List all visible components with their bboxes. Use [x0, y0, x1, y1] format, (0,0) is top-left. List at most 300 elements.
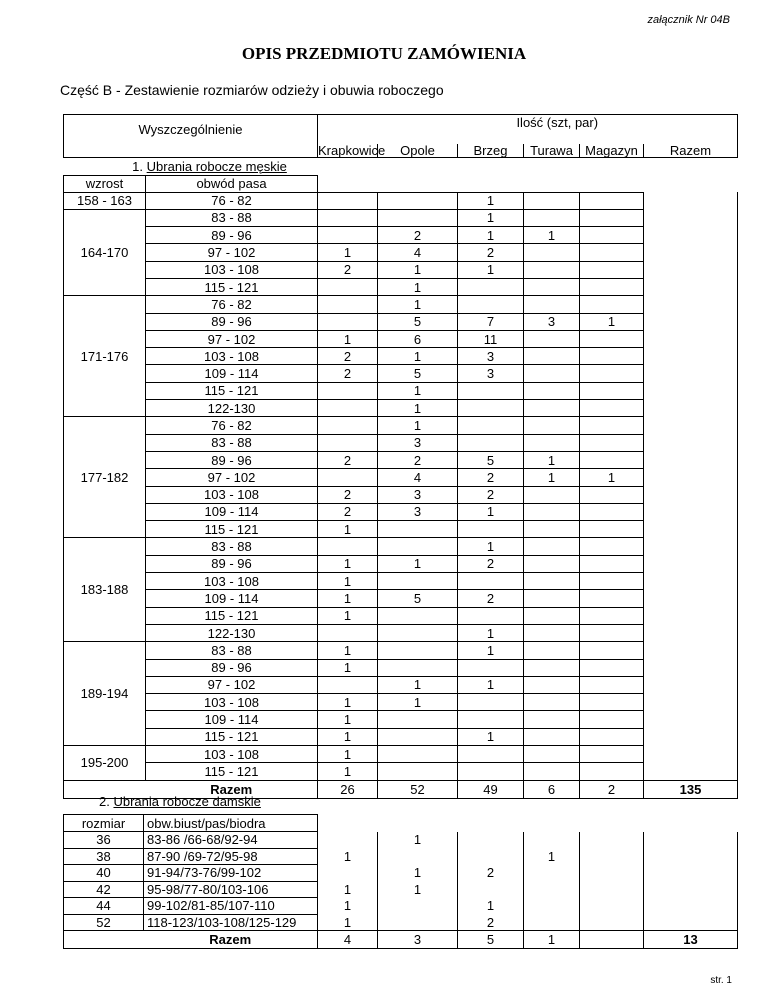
- qty-cell: [458, 296, 524, 313]
- qty-cell: 1: [378, 296, 458, 313]
- qty-cell: [580, 434, 644, 451]
- qty-cell: 2: [458, 555, 524, 572]
- qty-cell: [524, 417, 580, 434]
- waist-size: 76 - 82: [146, 417, 318, 434]
- qty-cell: [580, 573, 644, 590]
- qty-cell: [580, 848, 644, 865]
- qty-cell: 1: [378, 278, 458, 295]
- table-row: [64, 192, 738, 209]
- section2-heading: [99, 794, 261, 809]
- qty-cell: 1: [378, 382, 458, 399]
- column-total: 2: [580, 780, 644, 798]
- size-value: 52: [64, 914, 144, 931]
- qty-cell: [318, 832, 378, 849]
- row-total: [644, 313, 738, 330]
- qty-cell: 1: [458, 192, 524, 209]
- waist-size: 83 - 88: [146, 642, 318, 659]
- qty-cell: [458, 746, 524, 763]
- qty-cell: 1: [524, 451, 580, 468]
- qty-cell: [580, 694, 644, 711]
- qty-cell: [318, 538, 378, 555]
- qty-cell: 1: [458, 209, 524, 226]
- size-value: 38: [64, 848, 144, 865]
- qty-cell: [524, 521, 580, 538]
- body-dims: 91-94/73-76/99-102: [144, 865, 318, 882]
- column-height: wzrost: [64, 175, 146, 192]
- qty-cell: [580, 746, 644, 763]
- qty-cell: [524, 330, 580, 347]
- total-label: Razem: [146, 780, 318, 798]
- size-value: 44: [64, 898, 144, 915]
- table-row: [64, 642, 738, 659]
- qty-cell: 1: [318, 521, 378, 538]
- qty-cell: [580, 832, 644, 849]
- table-row: [64, 746, 738, 763]
- qty-cell: [524, 261, 580, 278]
- table-row: [64, 881, 738, 898]
- qty-cell: [580, 607, 644, 624]
- row-total: [644, 296, 738, 313]
- size-value: 40: [64, 865, 144, 882]
- qty-cell: 1: [318, 573, 378, 590]
- qty-cell: [458, 694, 524, 711]
- column-total: 5: [458, 931, 524, 949]
- qty-cell: 1: [378, 348, 458, 365]
- men-clothing-table: [63, 114, 738, 799]
- column-total: 4: [318, 931, 378, 949]
- qty-cell: [378, 746, 458, 763]
- row-total: [644, 278, 738, 295]
- qty-cell: [458, 573, 524, 590]
- qty-cell: [524, 624, 580, 641]
- qty-cell: 1: [524, 227, 580, 244]
- waist-size: 83 - 88: [146, 209, 318, 226]
- qty-cell: 7: [458, 313, 524, 330]
- qty-cell: [458, 382, 524, 399]
- total-label: Razem: [144, 931, 318, 949]
- qty-cell: [318, 624, 378, 641]
- qty-cell: 2: [458, 244, 524, 261]
- grand-total: 135: [644, 780, 738, 798]
- header-qty: Ilość (szt, par): [378, 115, 738, 144]
- waist-size: 109 - 114: [146, 590, 318, 607]
- qty-cell: [318, 382, 378, 399]
- table-row: [64, 261, 738, 278]
- table-row: [64, 865, 738, 882]
- qty-cell: [580, 261, 644, 278]
- qty-cell: 3: [378, 486, 458, 503]
- qty-cell: [524, 865, 580, 882]
- qty-cell: 2: [378, 451, 458, 468]
- table-row: [64, 694, 738, 711]
- qty-cell: 1: [318, 763, 378, 780]
- qty-cell: [458, 711, 524, 728]
- qty-cell: 2: [318, 261, 378, 278]
- column-total: 49: [458, 780, 524, 798]
- column-total: 52: [378, 780, 458, 798]
- body-dims: 99-102/81-85/107-110: [144, 898, 318, 915]
- size-value: 36: [64, 832, 144, 849]
- qty-cell: [580, 417, 644, 434]
- qty-cell: 1: [318, 607, 378, 624]
- qty-cell: [318, 469, 378, 486]
- qty-cell: [524, 832, 580, 849]
- height-range: 189-194: [64, 642, 146, 746]
- waist-size: 89 - 96: [146, 313, 318, 330]
- table-row: [64, 296, 738, 313]
- qty-cell: 3: [458, 348, 524, 365]
- qty-cell: 1: [318, 881, 378, 898]
- qty-cell: 3: [378, 503, 458, 520]
- table-row: [64, 832, 738, 849]
- qty-cell: [318, 278, 378, 295]
- qty-cell: 1: [318, 694, 378, 711]
- row-total: [644, 400, 738, 417]
- document-subtitle: Część B - Zestawienie rozmiarów odzieży i obuwia roboczego: [60, 82, 444, 98]
- qty-cell: 1: [318, 898, 378, 915]
- header-total: Razem: [644, 144, 738, 158]
- qty-cell: [318, 313, 378, 330]
- waist-size: 122-130: [146, 400, 318, 417]
- qty-cell: [378, 624, 458, 641]
- qty-cell: 1: [458, 642, 524, 659]
- qty-cell: [378, 573, 458, 590]
- qty-cell: [580, 192, 644, 209]
- qty-cell: [524, 607, 580, 624]
- qty-cell: [580, 451, 644, 468]
- qty-cell: 2: [458, 590, 524, 607]
- qty-cell: [580, 330, 644, 347]
- waist-size: 76 - 82: [146, 192, 318, 209]
- column-total: 26: [318, 780, 378, 798]
- qty-cell: 1: [580, 313, 644, 330]
- column-size: rozmiar: [64, 815, 144, 832]
- table-row: [64, 313, 738, 330]
- qty-cell: [318, 400, 378, 417]
- qty-cell: 1: [458, 728, 524, 745]
- height-range: 158 - 163: [64, 192, 146, 209]
- qty-cell: 3: [458, 365, 524, 382]
- qty-cell: [378, 521, 458, 538]
- row-total: [644, 763, 738, 780]
- table-row: [64, 434, 738, 451]
- row-total: [644, 227, 738, 244]
- qty-cell: [318, 434, 378, 451]
- row-total: [644, 330, 738, 347]
- table-row: [64, 521, 738, 538]
- table-row: [64, 711, 738, 728]
- column-dims: obw.biust/pas/biodra: [144, 815, 318, 832]
- qty-cell: 1: [458, 624, 524, 641]
- body-dims: 83-86 /66-68/92-94: [144, 832, 318, 849]
- row-total: [644, 881, 738, 898]
- total-spacer: [64, 931, 144, 949]
- row-total: [644, 503, 738, 520]
- height-range: 183-188: [64, 538, 146, 642]
- waist-size: 115 - 121: [146, 382, 318, 399]
- waist-size: 103 - 108: [146, 486, 318, 503]
- header-turawa: Turawa: [524, 144, 580, 158]
- qty-cell: [580, 382, 644, 399]
- qty-cell: [378, 898, 458, 915]
- row-total: [644, 382, 738, 399]
- qty-cell: 2: [318, 365, 378, 382]
- table-row: [64, 365, 738, 382]
- waist-size: 89 - 96: [146, 451, 318, 468]
- qty-cell: [318, 865, 378, 882]
- table-row: [64, 898, 738, 915]
- qty-cell: [580, 209, 644, 226]
- row-total: [644, 898, 738, 915]
- qty-cell: [524, 881, 580, 898]
- table-row: [64, 763, 738, 780]
- qty-cell: [524, 573, 580, 590]
- qty-cell: 1: [378, 261, 458, 278]
- qty-cell: [580, 728, 644, 745]
- qty-cell: 1: [378, 417, 458, 434]
- qty-cell: 2: [378, 227, 458, 244]
- table-row: [64, 469, 738, 486]
- qty-cell: 1: [524, 848, 580, 865]
- qty-cell: [524, 434, 580, 451]
- grand-total: 13: [644, 931, 738, 949]
- qty-cell: [524, 382, 580, 399]
- qty-cell: [524, 555, 580, 572]
- qty-cell: [378, 607, 458, 624]
- qty-cell: [580, 227, 644, 244]
- qty-cell: [458, 521, 524, 538]
- waist-size: 115 - 121: [146, 278, 318, 295]
- qty-cell: [458, 400, 524, 417]
- waist-size: 103 - 108: [146, 573, 318, 590]
- qty-cell: [524, 763, 580, 780]
- waist-size: 97 - 102: [146, 676, 318, 693]
- qty-cell: [378, 192, 458, 209]
- qty-cell: 1: [318, 659, 378, 676]
- row-total: [644, 365, 738, 382]
- row-total: [644, 244, 738, 261]
- table-row: [64, 848, 738, 865]
- waist-size: 97 - 102: [146, 330, 318, 347]
- waist-size: 115 - 121: [146, 763, 318, 780]
- qty-cell: [580, 898, 644, 915]
- row-total: [644, 659, 738, 676]
- waist-size: 97 - 102: [146, 244, 318, 261]
- qty-cell: [580, 659, 644, 676]
- qty-cell: [524, 676, 580, 693]
- table-row: [64, 555, 738, 572]
- section1-title: Ubrania robocze męskie: [146, 158, 287, 174]
- qty-cell: 1: [318, 244, 378, 261]
- table-row: [64, 659, 738, 676]
- qty-cell: 1: [458, 261, 524, 278]
- section2-number: 2.: [99, 794, 110, 809]
- row-total: [644, 746, 738, 763]
- qty-cell: [580, 881, 644, 898]
- table-row: [64, 209, 738, 226]
- section2-title: Ubrania robocze damskie: [113, 794, 261, 809]
- header-krapkowice: Krapkowice: [318, 142, 386, 158]
- qty-cell: [580, 555, 644, 572]
- qty-cell: 1: [318, 848, 378, 865]
- qty-cell: [524, 728, 580, 745]
- qty-cell: 1: [524, 469, 580, 486]
- waist-size: 109 - 114: [146, 365, 318, 382]
- qty-cell: 1: [378, 865, 458, 882]
- qty-cell: 5: [378, 313, 458, 330]
- qty-cell: 1: [318, 642, 378, 659]
- qty-cell: [378, 763, 458, 780]
- qty-cell: [378, 642, 458, 659]
- qty-cell: [458, 763, 524, 780]
- qty-cell: 2: [458, 486, 524, 503]
- qty-cell: [524, 694, 580, 711]
- row-total: [644, 209, 738, 226]
- qty-cell: [524, 898, 580, 915]
- qty-cell: [318, 209, 378, 226]
- qty-cell: 1: [318, 728, 378, 745]
- row-total: [644, 914, 738, 931]
- header-opole: Opole: [378, 144, 458, 158]
- table-row: [64, 503, 738, 520]
- qty-cell: 5: [458, 451, 524, 468]
- column-total: 6: [524, 780, 580, 798]
- qty-cell: [580, 348, 644, 365]
- row-total: [644, 555, 738, 572]
- row-total: [644, 865, 738, 882]
- qty-cell: 1: [378, 694, 458, 711]
- annex-label: załącznik Nr 04B: [647, 14, 730, 26]
- qty-cell: [580, 486, 644, 503]
- qty-cell: [524, 296, 580, 313]
- qty-cell: 1: [580, 469, 644, 486]
- qty-cell: [580, 538, 644, 555]
- qty-cell: [524, 711, 580, 728]
- waist-size: 89 - 96: [146, 659, 318, 676]
- qty-cell: [524, 348, 580, 365]
- qty-cell: 6: [378, 330, 458, 347]
- qty-cell: [524, 642, 580, 659]
- qty-cell: 1: [458, 503, 524, 520]
- qty-cell: [524, 503, 580, 520]
- waist-size: 115 - 121: [146, 607, 318, 624]
- qty-cell: 1: [378, 881, 458, 898]
- qty-cell: [378, 914, 458, 931]
- row-total: [644, 573, 738, 590]
- qty-cell: 1: [318, 555, 378, 572]
- qty-cell: [524, 538, 580, 555]
- qty-cell: [318, 676, 378, 693]
- qty-cell: [458, 848, 524, 865]
- qty-cell: [580, 763, 644, 780]
- row-total: [644, 348, 738, 365]
- column-total: 1: [524, 931, 580, 949]
- qty-cell: 1: [378, 400, 458, 417]
- qty-cell: 2: [458, 469, 524, 486]
- total-row: [64, 931, 738, 949]
- qty-cell: [378, 659, 458, 676]
- waist-size: 103 - 108: [146, 261, 318, 278]
- qty-cell: [580, 590, 644, 607]
- header-magazyn: Magazyn: [580, 144, 644, 158]
- qty-cell: [524, 192, 580, 209]
- qty-cell: [524, 914, 580, 931]
- qty-cell: 1: [378, 676, 458, 693]
- qty-cell: [378, 848, 458, 865]
- table-row: [64, 486, 738, 503]
- qty-cell: [458, 417, 524, 434]
- qty-cell: [524, 659, 580, 676]
- row-total: [644, 417, 738, 434]
- table-row: [64, 227, 738, 244]
- table-row: [64, 348, 738, 365]
- qty-cell: [378, 538, 458, 555]
- row-total: [644, 469, 738, 486]
- qty-cell: [524, 590, 580, 607]
- row-total: [644, 832, 738, 849]
- waist-size: 89 - 96: [146, 555, 318, 572]
- height-range: 195-200: [64, 746, 146, 781]
- table-row: [64, 451, 738, 468]
- table-row: [64, 590, 738, 607]
- table-row: [64, 278, 738, 295]
- row-total: [644, 538, 738, 555]
- table-row: [64, 417, 738, 434]
- qty-cell: [318, 227, 378, 244]
- qty-cell: [580, 503, 644, 520]
- qty-cell: [580, 642, 644, 659]
- women-clothing-table: [63, 814, 738, 949]
- qty-cell: [524, 209, 580, 226]
- qty-cell: [580, 296, 644, 313]
- waist-size: 115 - 121: [146, 521, 318, 538]
- qty-cell: [580, 400, 644, 417]
- qty-cell: [524, 278, 580, 295]
- table-row: [64, 607, 738, 624]
- row-total: [644, 590, 738, 607]
- row-total: [644, 192, 738, 209]
- waist-size: 115 - 121: [146, 728, 318, 745]
- qty-cell: 2: [318, 503, 378, 520]
- qty-cell: [458, 659, 524, 676]
- column-waist: obwód pasa: [146, 175, 318, 192]
- row-total: [644, 728, 738, 745]
- qty-cell: 1: [318, 330, 378, 347]
- qty-cell: 3: [378, 434, 458, 451]
- waist-size: 109 - 114: [146, 503, 318, 520]
- qty-cell: [378, 711, 458, 728]
- qty-cell: 5: [378, 365, 458, 382]
- row-total: [644, 486, 738, 503]
- qty-cell: [580, 676, 644, 693]
- row-total: [644, 848, 738, 865]
- row-total: [644, 694, 738, 711]
- qty-cell: [458, 607, 524, 624]
- row-total: [644, 261, 738, 278]
- table-row: [64, 573, 738, 590]
- table-row: [64, 538, 738, 555]
- waist-size: 97 - 102: [146, 469, 318, 486]
- qty-cell: 1: [378, 555, 458, 572]
- qty-cell: 3: [524, 313, 580, 330]
- qty-cell: 1: [318, 746, 378, 763]
- table-row: [64, 624, 738, 641]
- document-title: OPIS PRZEDMIOTU ZAMÓWIENIA: [241, 44, 527, 63]
- table-row: [64, 676, 738, 693]
- qty-cell: [378, 209, 458, 226]
- qty-cell: [580, 865, 644, 882]
- qty-cell: [580, 521, 644, 538]
